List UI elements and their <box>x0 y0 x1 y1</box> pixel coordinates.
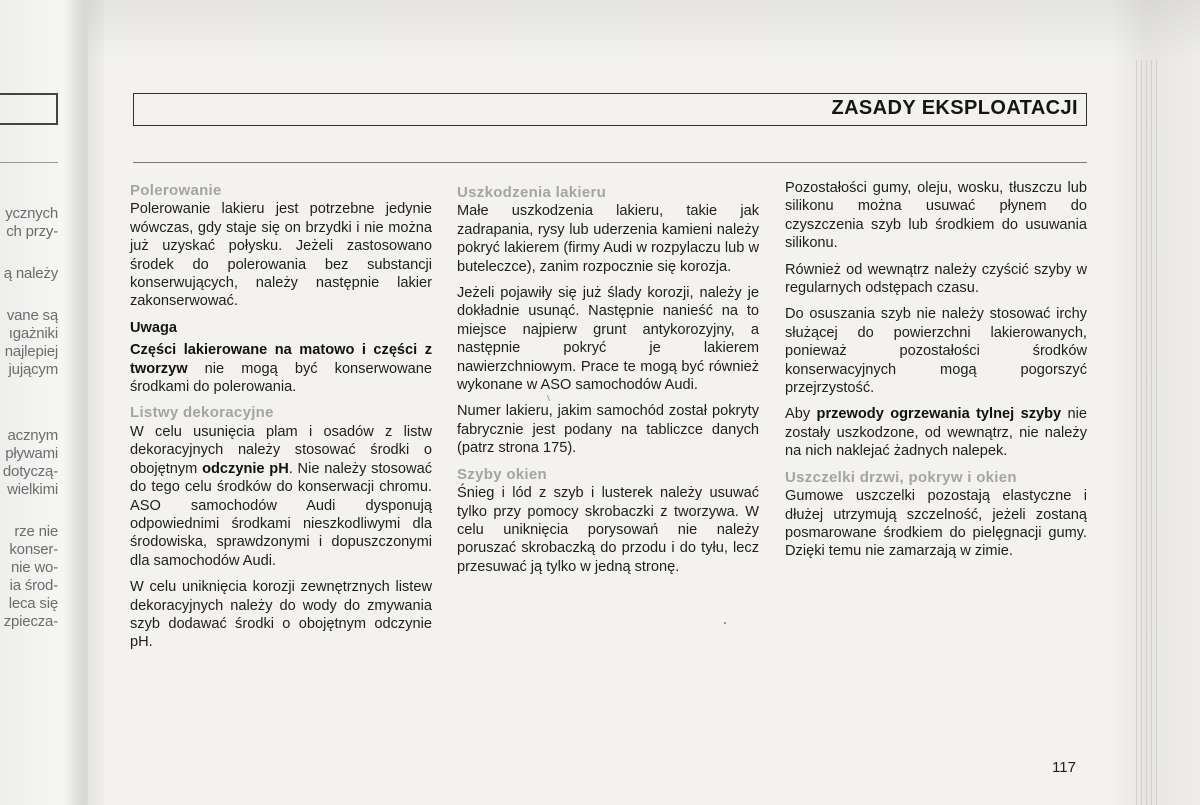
left-fragment: pływami <box>5 445 58 462</box>
left-fragment: ia środ- <box>9 577 58 594</box>
heading-polerowanie: Polerowanie <box>130 182 222 199</box>
left-fragment: vane są <box>6 307 58 324</box>
left-fragment: acznym <box>7 427 58 444</box>
note-bold-text: Części lakierowane na matowo i części z tworzyw <box>130 342 432 377</box>
left-fragment: ą należy <box>3 265 58 282</box>
section-header-box <box>133 93 1087 126</box>
header-rule <box>133 162 1087 163</box>
heading-uszczelki: Uszczelki drzwi, pokryw i okien <box>785 468 1017 486</box>
page-stack-lines <box>1136 60 1158 805</box>
paragraph: Gumowe uszczelki pozostają elastyczne i dłużej utrzymują szczelność, jeżeli zostaną posmarowane środkiem do pielęgnacji gumy. Dzięki temu nie zamarzają w zimie. <box>785 488 1087 560</box>
left-fragment: najlepiej <box>4 343 58 360</box>
left-fragment: zpiecza- <box>3 613 58 630</box>
paragraph: Polerowanie lakieru jest potrzebne jedynie wówczas, gdy staje się on brzydki i nie można już uzyskać połysku. Jeżeli zastosowano środek do polerowania bez substancji konserwujących, należy następnie lakier zakonserwować. <box>130 201 432 310</box>
paragraph: Pozostałości gumy, oleju, wosku, tłuszczu lub silikonu można usuwać płynem do czyszczenia szyb lub środkiem do usuwania silikonu. <box>785 180 1087 252</box>
left-fragment: jującym <box>8 361 58 378</box>
left-fragment: leca się <box>8 595 58 612</box>
paragraph-text: nie zostały uszkodzone, od wewnątrz, nie należy na nich naklejać żadnych nalepek. <box>785 406 1087 460</box>
bold-text: odczynie pH <box>202 460 289 477</box>
section-title: ZASADY EKSPLOATACJI <box>831 97 1078 119</box>
top-scan-shadow <box>88 0 1200 60</box>
left-page-header-box <box>0 93 58 125</box>
left-fragment: ycznych <box>5 205 58 222</box>
paragraph: Do osuszania szyb nie należy stosować irchy służącej do powierzchni lakierowanych, ponieważ pozostałości środków konserwacyjnych mogą pogorszyć przejrzystość. <box>785 306 1087 397</box>
paragraph-text: W celu usunięcia plam i osadów z listw dekoracyjnych należy stosować środki o obojętnym <box>130 423 432 477</box>
text-column-1 <box>130 180 432 660</box>
heading-szyby-okien: Szyby okien <box>457 465 547 483</box>
left-fragment: rze nie <box>14 523 58 540</box>
paragraph-text: . Nie należy stosować do tego celu środków do konserwacji chromu. ASO samochodów Audi dysponują odpowiednimi środkami nieszkodliwymi dla środowiska, sprawdzonymi i dopuszczonymi dla samochodów Audi. <box>130 460 432 569</box>
page-number: 117 <box>1052 759 1076 776</box>
paragraph: Małe uszkodzenia lakieru, takie jak zadrapania, rysy lub uderzenia kamieni należy pokryć lakierem (firmy Audi w rozpylaczu lub w buteleczce), zanim rozpocznie się korozja. <box>457 203 759 275</box>
note-title: Uwaga <box>130 319 178 336</box>
left-fragment: ıgażniki <box>8 325 58 342</box>
paragraph <box>785 405 1087 460</box>
text-column-3 <box>785 179 1087 569</box>
paragraph: Numer lakieru, jakim samochód został pokryty fabrycznie jest podany na tabliczce danych (patrz strona 175). <box>457 403 759 457</box>
paragraph-text: Aby <box>785 406 817 423</box>
note-text: nie mogą być konserwowane środkami do polerowania. <box>130 360 432 396</box>
left-page-rule <box>0 162 58 163</box>
book-spine-shadow <box>64 0 104 805</box>
paragraph: W celu uniknięcia korozji zewnętrznych listew dekoracyjnych należy do wody do zmywania szyb dodawać środki o obojętnym odczynie pH. <box>130 579 432 651</box>
scan-dot <box>724 622 726 624</box>
left-fragment: ch przy- <box>6 223 58 240</box>
paragraph: Jeżeli pojawiły się już ślady korozji, należy je dokładnie usunąć. Następnie nanieść na to miejsce najpierw grunt antykorozyjny, a następnie pokryć je lakierem nawierzchniowym. Prace te mogą być również wykonane w ASO samochodów Audi. <box>457 285 759 394</box>
paragraph <box>130 423 432 570</box>
bold-text: przewody ogrzewania tylnej szyby <box>816 406 1062 423</box>
left-fragment: dotyczą- <box>2 463 58 480</box>
text-column-2 <box>457 182 759 584</box>
paragraph: Również od wewnątrz należy czyścić szyby w regularnych odstępach czasu. <box>785 261 1087 297</box>
heading-uszkodzenia-lakieru: Uszkodzenia lakieru <box>457 184 607 201</box>
left-fragment: konser- <box>9 541 58 558</box>
note-paragraph <box>130 341 432 396</box>
paragraph: Śnieg i lód z szyb i lusterek należy usuwać tylko przy pomocy skrobaczki z tworzywa. W celu uniknięcia porysowań nie należy poruszać skrobaczką do przodu i do tyłu, lecz przesuwać ją tylko w jedną stronę. <box>457 485 759 575</box>
heading-listwy-dekoracyjne: Listwy dekoracyjne <box>130 404 274 422</box>
left-fragment: wielkimi <box>7 481 58 498</box>
left-fragment: nie wo- <box>11 559 58 576</box>
